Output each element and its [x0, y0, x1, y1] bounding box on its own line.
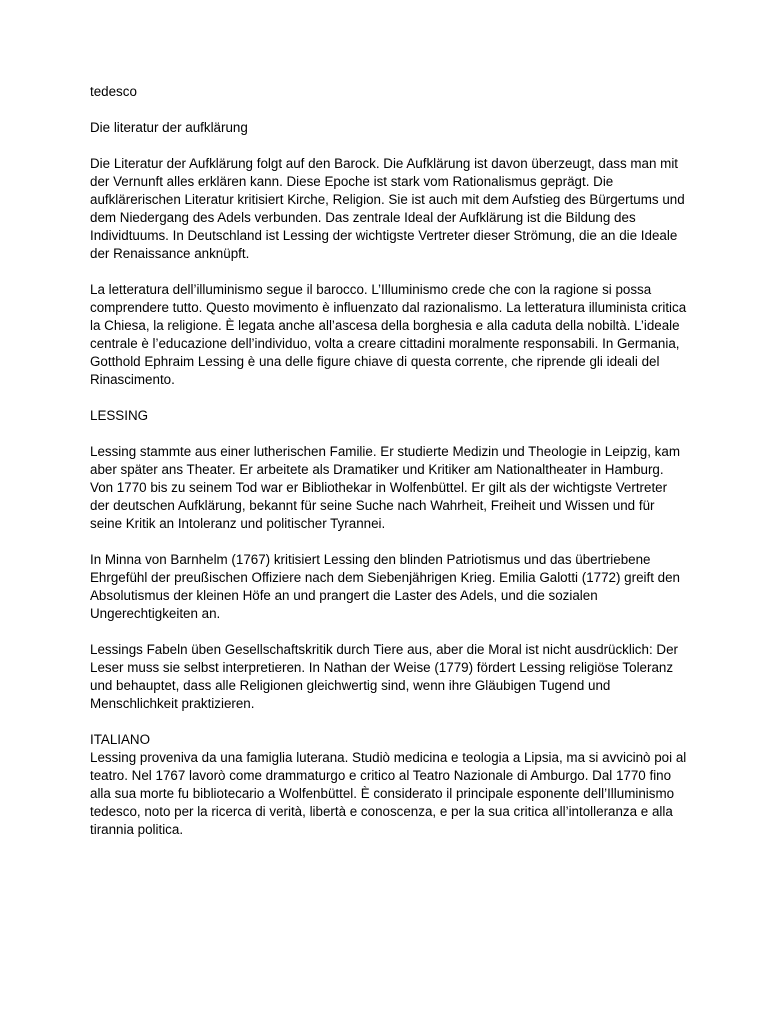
- section-heading-lessing: LESSING: [90, 408, 149, 423]
- paragraph-german-lessing-works: In Minna von Barnhelm (1767) kritisiert Lessing den blinden Patriotismus und das übertriebene Ehrgefühl der preußischen Offiziere nach dem Siebenjährigen Krieg. Emilia Galotti (1772) greift den Absolutismus der kleinen Höfe an und prangert die Laster des Adels, und die sozialen Ungerechtigkeiten an.: [90, 552, 681, 621]
- document-title: Die literatur der aufklärung: [90, 120, 248, 135]
- section-heading-italiano: ITALIANO: [90, 732, 151, 747]
- language-label: tedesco: [90, 84, 137, 99]
- paragraph-italian-intro: La letteratura dell’illuminismo segue il barocco. L’Illuminismo crede che con la ragione si possa comprendere tutto. Questo movimento è influenzato dal razionalismo. La letteratura illuminista critica la Chiesa, la religione. È legata anche all’ascesa della borghesia e alla caduta della nobiltà. L’ideale centrale è l’educazione dell’individuo, volta a creare cittadini moralmente responsabili. In Germania, Gotthold Ephraim Lessing è una delle figure chiave di questa corrente, che riprende gli ideali del Rinascimento.: [90, 282, 687, 387]
- paragraph-italian-lessing-bio: Lessing proveniva da una famiglia luterana. Studiò medicina e teologia a Lipsia, ma si avvicinò poi al teatro. Nel 1767 lavorò come drammaturgo e critico al Teatro Nazionale di Amburgo. Dal 1770 fino alla sua morte fu bibliotecario a Wolfenbüttel. È considerato il principale esponente dell’Illuminismo tedesco, noto per la ricerca di verità, libertà e conoscenza, e per la sua critica all’intolleranza e alla tirannia politica.: [90, 750, 687, 837]
- paragraph-german-intro: Die Literatur der Aufklärung folgt auf den Barock. Die Aufklärung ist davon überzeugt, dass man mit der Vernunft alles erklären kann. Diese Epoche ist stark vom Rationalismus geprägt. Die aufklärerischen Literatur kritisiert Kirche, Religion. Sie ist auch mit dem Aufstieg des Bürgertums und dem Niedergang des Adels verbunden. Das zentrale Ideal der Aufklärung ist die Bildung des Individtuums. In Deutschland ist Lessing der wichtigste Vertreter dieser Strömung, die an die Ideale der Renaissance anknüpft.: [90, 156, 685, 261]
- document-body: [90, 83, 690, 857]
- paragraph-german-lessing-fables: Lessings Fabeln üben Gesellschaftskritik durch Tiere aus, aber die Moral ist nicht ausdrücklich: Der Leser muss sie selbst interpretieren. In Nathan der Weise (1779) fördert Lessing religiöse Toleranz und behauptet, dass alle Religionen gleichwertig sind, wenn ihre Gläubigen Tugend und Menschlichkeit praktizieren.: [90, 642, 678, 711]
- paragraph-german-lessing-bio: Lessing stammte aus einer lutherischen Familie. Er studierte Medizin und Theologie in Leipzig, kam aber später ans Theater. Er arbeitete als Dramatiker und Kritiker am Nationaltheater in Hamburg. Von 1770 bis zu seinem Tod war er Bibliothekar in Wolfenbüttel. Er gilt als der wichtigste Vertreter der deutschen Aufklärung, bekannt für seine Suche nach Wahrheit, Freiheit und Wissen und für seine Kritik an Intoleranz und politischer Tyrannei.: [90, 444, 680, 531]
